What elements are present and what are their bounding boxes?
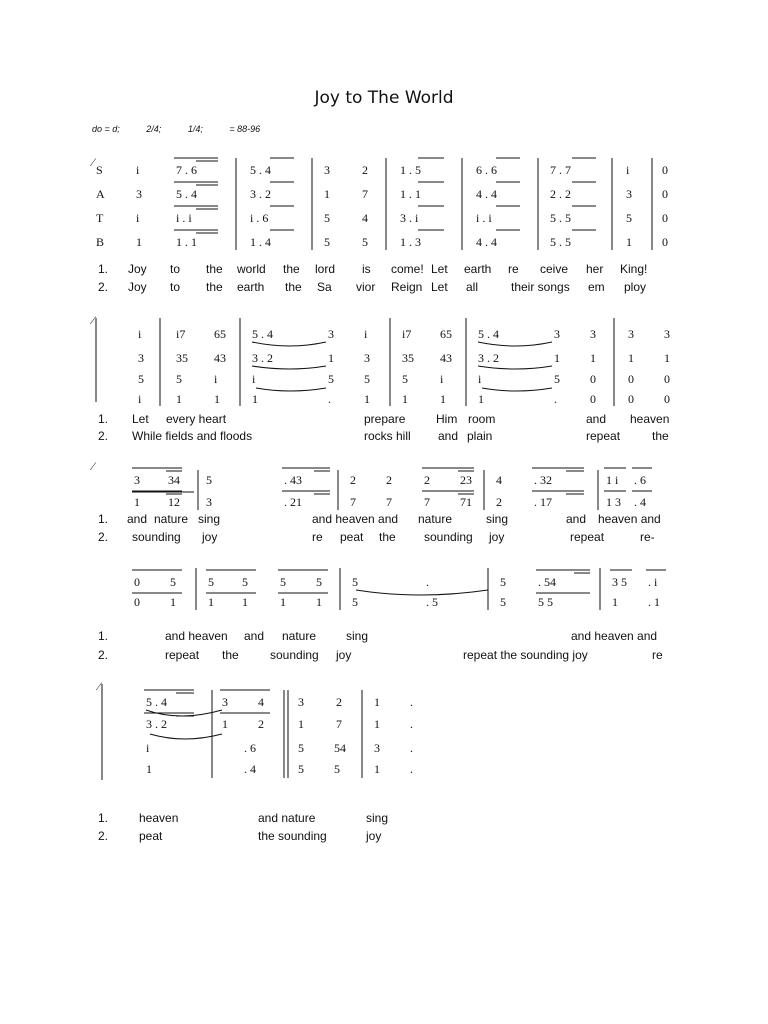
note: 7 (362, 187, 368, 201)
lyric-word: and (438, 429, 459, 443)
note: 1 (170, 595, 176, 609)
lyric-word: joy (202, 530, 218, 544)
lyric-word: all (466, 280, 479, 294)
lyric-word: repeat (165, 648, 200, 662)
note: 1 . 5 (400, 163, 421, 177)
lyric-word: every heart (166, 412, 227, 426)
note: 5 (298, 762, 304, 776)
note: 4 (258, 695, 264, 709)
verse-number: 2. (98, 429, 109, 443)
note: . (410, 717, 413, 731)
lyric-word: re- (640, 530, 655, 544)
lyric-word: to (170, 262, 181, 276)
lyric-word: repeat the sounding joy (463, 648, 588, 662)
lyric-word: the (285, 280, 302, 294)
note: i . i (476, 211, 492, 225)
note: 3 (134, 473, 140, 487)
note: 65 (214, 327, 226, 341)
note: 4 (362, 211, 368, 225)
note: 71 (460, 495, 472, 509)
note: 5 (176, 372, 182, 386)
system-2 (89, 313, 670, 406)
note: . 17 (534, 495, 552, 509)
note: 1 (590, 351, 596, 365)
note: i (626, 163, 630, 177)
lyric-word: repeat (586, 429, 621, 443)
part-label-alto: A (96, 187, 105, 201)
note: 65 (440, 327, 452, 341)
note: 0 (664, 392, 670, 406)
note: 3 (328, 327, 334, 341)
system-5 (95, 679, 413, 780)
lyric-word: the (652, 429, 669, 443)
note: 5 (362, 235, 368, 249)
part-label-tenor: T (96, 211, 104, 225)
lyric-word: heaven (139, 811, 179, 825)
part-label-soprano: S (96, 163, 103, 177)
note: 35 (402, 351, 414, 365)
note: 2 (424, 473, 430, 487)
note: 5 . 4 (478, 327, 499, 341)
note: . (554, 392, 557, 406)
note: 1 (478, 392, 484, 406)
note: 2 (362, 163, 368, 177)
note: 5 (242, 575, 248, 589)
system-4-notes (134, 575, 660, 609)
verse-number: 2. (98, 829, 109, 843)
note: 1 (440, 392, 446, 406)
note: 3 (298, 695, 304, 709)
lyric-word: come! (391, 262, 424, 276)
note: 5 (324, 235, 330, 249)
lyric-word: and heaven and (312, 512, 399, 526)
lyric-word: vior (356, 280, 376, 294)
note: 1 (628, 351, 634, 365)
note: 1 (324, 187, 330, 201)
note: 7 (424, 495, 430, 509)
note: . 21 (284, 495, 302, 509)
note: 0 (662, 187, 668, 201)
note: 5 (352, 595, 358, 609)
lyric-word: and heaven and (571, 629, 658, 643)
lyric-word: re (312, 530, 323, 544)
note: 5 . 5 (550, 211, 571, 225)
verse-number: 2. (98, 530, 109, 544)
lyric-word: the (283, 262, 300, 276)
lyric-word: ploy (624, 280, 647, 294)
note: . (410, 762, 413, 776)
verse-number: 2. (98, 648, 109, 662)
note: . (410, 695, 413, 709)
lyric-word: Sa (317, 280, 332, 294)
system-4 (132, 568, 666, 610)
verse-number: 1. (98, 412, 109, 426)
note: 5 (298, 741, 304, 755)
lyric-word: heaven and (598, 512, 661, 526)
note: 3 (206, 495, 212, 509)
note: 3 . 2 (250, 187, 271, 201)
note: 0 (662, 163, 668, 177)
lyric-word: the sounding (258, 829, 327, 843)
note: 3 (664, 327, 670, 341)
lyric-word: earth (464, 262, 492, 276)
note: 0 (662, 235, 668, 249)
note: 5 (554, 372, 560, 386)
note: i (138, 392, 142, 406)
note: 0 (134, 575, 140, 589)
note: 4 . 4 (476, 187, 497, 201)
note: . 4 (244, 762, 256, 776)
note: 0 (628, 392, 634, 406)
note: 5 . 5 (550, 235, 571, 249)
bar-lines (236, 158, 652, 250)
note: 23 (460, 473, 472, 487)
lyric-word: joy (336, 648, 352, 662)
note: 1 (554, 351, 560, 365)
verse-number: 1. (98, 629, 109, 643)
lyric-word: Reign (391, 280, 423, 294)
note: i (138, 327, 142, 341)
lyric-word: repeat (570, 530, 605, 544)
note: 1 . 4 (250, 235, 271, 249)
lyric-word: heaven (630, 412, 670, 426)
note: 1 (626, 235, 632, 249)
system-1 (89, 155, 668, 250)
note: 0 (628, 372, 634, 386)
note: . 4 (634, 495, 646, 509)
lyric-word: Let (431, 262, 448, 276)
lyric-word: re (652, 648, 663, 662)
note: 0 (664, 372, 670, 386)
note: 5 . 4 (176, 187, 197, 201)
note: 2 (336, 695, 342, 709)
note: 5 (170, 575, 176, 589)
lyric-word: world (237, 262, 266, 276)
note: 1 (612, 595, 618, 609)
note: 5 (206, 473, 212, 487)
note: 4 (496, 473, 502, 487)
note: 0 (590, 392, 596, 406)
note: 1 (374, 717, 380, 731)
page-title: Joy to The World (314, 88, 454, 108)
tie-arc (356, 590, 488, 595)
note: 5 . 4 (146, 695, 167, 709)
note: 3 (324, 163, 330, 177)
note: 34 (168, 473, 180, 487)
note: 2 (258, 717, 264, 731)
note: i (364, 327, 368, 341)
breath-mark: ⁄ (98, 679, 101, 693)
note: i (136, 163, 140, 177)
lyric-word: plain (467, 429, 493, 443)
note: 3 . 2 (252, 351, 273, 365)
note: 43 (440, 351, 452, 365)
note: 7 (336, 717, 342, 731)
lyric-word: room (468, 412, 496, 426)
breath-mark: ⁄ (92, 313, 95, 327)
lyric-word: sing (486, 512, 509, 526)
breath-mark: ⁄ (92, 459, 95, 473)
note: 35 (176, 351, 188, 365)
note: . i (648, 575, 658, 589)
note: 1 (146, 762, 152, 776)
note: . (410, 741, 413, 755)
lyric-word: joy (366, 829, 382, 843)
note: 1 (364, 392, 370, 406)
note: 1 (136, 235, 142, 249)
lyric-word: sing (366, 811, 389, 825)
lyric-word: Joy (128, 262, 147, 276)
verse-number: 1. (98, 262, 109, 276)
note: . (426, 575, 429, 589)
note: 5 5 (538, 595, 553, 609)
lyric-word: King! (620, 262, 648, 276)
note: 2 (496, 495, 502, 509)
note: 54 (334, 741, 346, 755)
note: i (214, 372, 218, 386)
note: 5 (334, 762, 340, 776)
lyric-word: Let (431, 280, 448, 294)
lyric-word: the (206, 262, 223, 276)
system-3 (89, 459, 652, 510)
note: 5 (208, 575, 214, 589)
note: 3 5 (612, 575, 627, 589)
lyric-word: sounding (132, 530, 181, 544)
note: 1 (252, 392, 258, 406)
lyric-word: peat (139, 829, 163, 843)
lyric-word: earth (237, 280, 265, 294)
lyric-word: sounding (424, 530, 473, 544)
note: i7 (176, 327, 186, 341)
lyric-word: nature (282, 629, 317, 643)
lyric-word: While fields and floods (132, 429, 253, 443)
note: i (146, 741, 150, 755)
lyric-word: em (588, 280, 605, 294)
note: i (478, 372, 482, 386)
note: 1 (222, 717, 228, 731)
note: 5 (500, 595, 506, 609)
lyric-word: sing (346, 629, 369, 643)
note: . 5 (426, 595, 438, 609)
note: 1 (374, 695, 380, 709)
note: 1 (374, 762, 380, 776)
note: 1 (208, 595, 214, 609)
note: 3 . 2 (146, 717, 167, 731)
note: 1 . 1 (176, 235, 197, 249)
note: 3 (628, 327, 634, 341)
note: 0 (662, 211, 668, 225)
note: 2 . 2 (550, 187, 571, 201)
lyric-word: to (170, 280, 181, 294)
note: 7 . 7 (550, 163, 571, 177)
note: 1 (402, 392, 408, 406)
note: 1 i (606, 473, 619, 487)
lyric-word: is (362, 262, 371, 276)
note: . 6 (634, 473, 646, 487)
breath-mark: ⁄ (92, 155, 95, 169)
note: . 54 (538, 575, 556, 589)
lyric-word: sing (198, 512, 221, 526)
beam-lines (174, 158, 596, 233)
note: 7 (386, 495, 392, 509)
system-5-notes (146, 695, 413, 776)
bar-lines (160, 318, 614, 406)
lyric-word: her (586, 262, 604, 276)
tempo-mark: = 88-96 (229, 124, 261, 134)
part-label-bass: B (96, 235, 105, 249)
note: . (328, 392, 331, 406)
note: 0 (590, 372, 596, 386)
note: 43 (214, 351, 226, 365)
lyric-word: the (222, 648, 239, 662)
note: 7 . 6 (176, 163, 197, 177)
note: 1 (176, 392, 182, 406)
beat-unit: 1/4; (187, 124, 203, 134)
lyric-word: rocks hill (364, 429, 411, 443)
note: i (252, 372, 256, 386)
note: 1 (298, 717, 304, 731)
note: 2 (386, 473, 392, 487)
note: 3 (554, 327, 560, 341)
lyric-word: re (508, 262, 519, 276)
note: 3 . i (400, 211, 419, 225)
note: 1 (214, 392, 220, 406)
lyric-word: Him (436, 412, 458, 426)
note: 5 (402, 372, 408, 386)
lyric-word: and heaven (165, 629, 228, 643)
lyric-word: ceive (540, 262, 569, 276)
note: . 43 (284, 473, 302, 487)
lyric-word: and nature (258, 811, 316, 825)
note: 6 . 6 (476, 163, 497, 177)
note: 5 (138, 372, 144, 386)
verse-number: 2. (98, 280, 109, 294)
lyric-word: Joy (128, 280, 147, 294)
lyric-word: and (566, 512, 587, 526)
lyric-word: peat (340, 530, 364, 544)
tie-arc (150, 734, 222, 739)
note: 5 (316, 575, 322, 589)
note: 5 (352, 575, 358, 589)
lyric-word: sounding (270, 648, 319, 662)
verse-number: 1. (98, 811, 109, 825)
note: i . i (176, 211, 192, 225)
note: i (440, 372, 444, 386)
note: 3 . 2 (478, 351, 499, 365)
lyric-word: the (206, 280, 223, 294)
lyric-word: their songs (511, 280, 570, 294)
lyric-word: and (127, 512, 148, 526)
note: 1 (316, 595, 322, 609)
note: . 32 (534, 473, 552, 487)
note: 3 (590, 327, 596, 341)
note: 5 (364, 372, 370, 386)
note: 3 (222, 695, 228, 709)
lyric-word: and (586, 412, 607, 426)
time-signature: 2/4; (146, 124, 162, 134)
note: 3 (136, 187, 142, 201)
note: 1 (242, 595, 248, 609)
note: 7 (350, 495, 356, 509)
note: 1 3 (606, 495, 621, 509)
note: 3 (364, 351, 370, 365)
note: 5 . 4 (250, 163, 271, 177)
lyric-word: lord (315, 262, 336, 276)
system-2-notes (138, 327, 670, 406)
lyric-word: prepare (364, 412, 406, 426)
note: 1 (328, 351, 334, 365)
note: i7 (402, 327, 412, 341)
note: 1 . 3 (400, 235, 421, 249)
note: . 1 (648, 595, 660, 609)
note: 2 (350, 473, 356, 487)
note: 3 (626, 187, 632, 201)
note: 5 (328, 372, 334, 386)
lyric-word: nature (418, 512, 453, 526)
note: 5 (280, 575, 286, 589)
lyric-word: nature (154, 512, 189, 526)
note: 3 (138, 351, 144, 365)
key-signature: do = d; (92, 124, 120, 134)
note: 4 . 4 (476, 235, 497, 249)
note: 12 (168, 495, 180, 509)
note: . 6 (244, 741, 256, 755)
lyric-word: joy (489, 530, 505, 544)
note: 1 . 1 (400, 187, 421, 201)
note: 1 (664, 351, 670, 365)
note: 5 (626, 211, 632, 225)
verse-number: 1. (98, 512, 109, 526)
note: 1 (134, 495, 140, 509)
lyric-word: and (244, 629, 265, 643)
note: 5 . 4 (252, 327, 273, 341)
lyric-word: the (379, 530, 396, 544)
note: 5 (324, 211, 330, 225)
lyric-word: Let (132, 412, 149, 426)
note: 5 (500, 575, 506, 589)
note: 3 (374, 741, 380, 755)
note: 0 (134, 595, 140, 609)
note: 1 (280, 595, 286, 609)
note: i . 6 (250, 211, 269, 225)
note: i (136, 211, 140, 225)
